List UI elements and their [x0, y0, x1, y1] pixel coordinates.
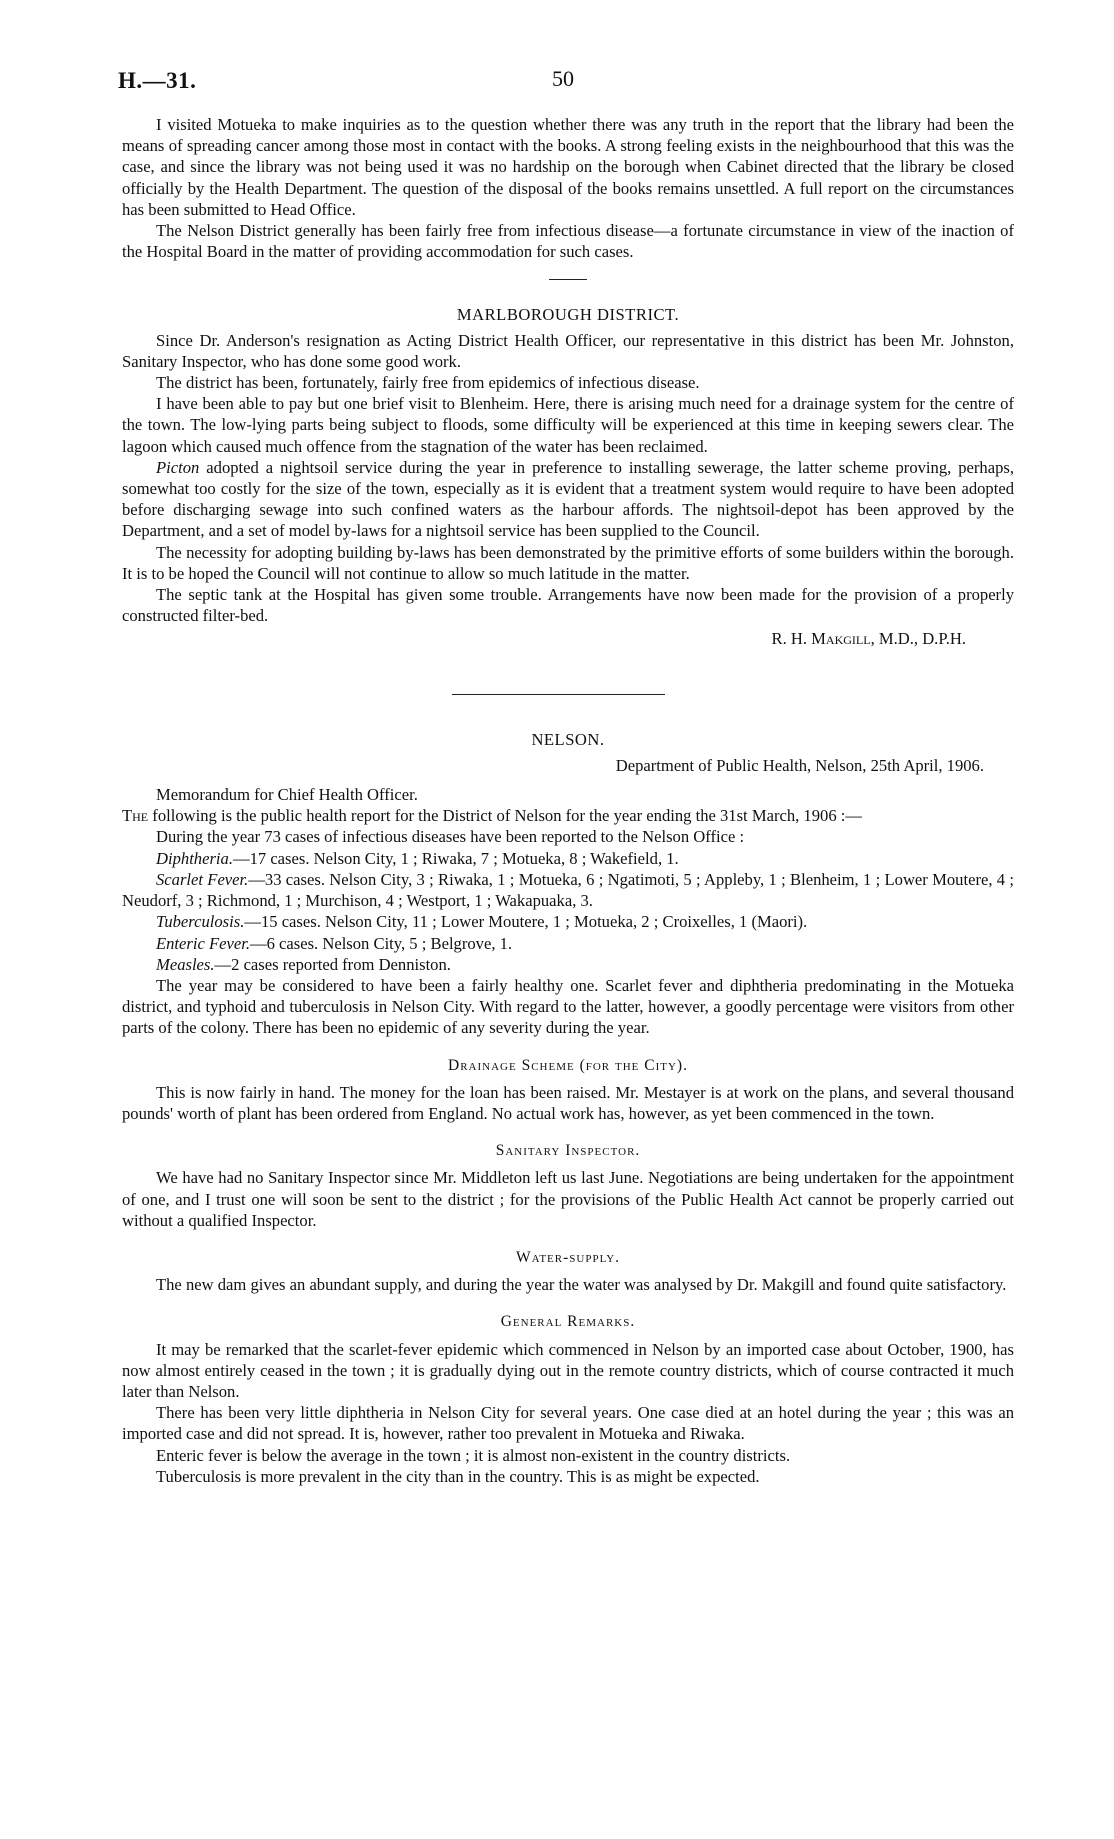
- paragraph-general-3: Enteric fever is below the average in the town ; it is almost non-existent in the country districts.: [156, 1445, 791, 1465]
- disease-measles: [122, 954, 1014, 975]
- disease-label: Measles.: [156, 954, 215, 974]
- paragraph-marlborough-6: The septic tank at the Hospital has given some trouble. Arrangements have now been made for the provision of a properly constructed filter-bed.: [122, 585, 1014, 626]
- signature-makgill: R. H. Makgill, M.D., D.P.H.: [771, 629, 966, 649]
- heading-sanitary-inspector: Sanitary Inspector.: [495, 1142, 641, 1160]
- memorandum-line: Memorandum for Chief Health Officer.: [156, 785, 418, 805]
- paragraph-general-2: There has been very little diphtheria in Nelson City for several years. One case died at an hotel during the year ; this was an imported case and did not spread. It is, however, rather too prevalent in Motueka and Riwaka.: [122, 1403, 1014, 1444]
- disease-label: Enteric Fever.: [156, 933, 250, 953]
- heading-nelson: NELSON.: [531, 729, 605, 749]
- paragraph-nelson-district: The Nelson District generally has been fairly free from infectious disease—a fortunate circumstance in view of the inaction of the Hospital Board in the matter of providing accommodation for such cases.: [122, 221, 1014, 262]
- disease-text: —15 cases. Nelson City, 11 ; Lower Moutere, 1 ; Motueka, 2 ; Croixelles, 1 (Maori).: [244, 912, 808, 932]
- paragraph-year-summary: The year may be considered to have been a fairly healthy one. Scarlet fever and diphtheria predominating in the Motueka district, and typhoid and tuberculosis in Nelson City. With regard to the latter, however, a goodly percentage were visitors from other parts of the colony. There has been no epidemic of any severity during the year.: [122, 975, 1014, 1038]
- intro-lead-word: The: [122, 806, 149, 826]
- disease-label: Diphtheria.: [156, 848, 233, 868]
- paragraph-marlborough-2: The district has been, fortunately, fairly free from epidemics of infectious disease.: [156, 373, 700, 393]
- paragraph-cases-intro: During the year 73 cases of infectious diseases have been reported to the Nelson Office :: [156, 827, 745, 847]
- heading-general-remarks: General Remarks.: [500, 1313, 636, 1331]
- heading-drainage-scheme: Drainage Scheme (for the City).: [448, 1056, 688, 1074]
- disease-text: —6 cases. Nelson City, 5 ; Belgrove, 1.: [250, 933, 513, 953]
- paragraph-motueka-library: I visited Motueka to make inquiries as to the question whether there was any truth in the report that the library had been the means of spreading cancer among those most in contact with the books. A strong feeling exists in the neighbourhood that this was the case, and since the library was not being used it was no hardship on the borough when Cabinet directed that the library be closed officially by the Health Department. The question of the disposal of the books remains unsettled. A full report on the circumstances has been submitted to Head Office.: [122, 115, 1014, 219]
- section-divider-long: [452, 694, 665, 695]
- disease-label: Tuberculosis.: [156, 912, 245, 932]
- paragraph-general-4: Tuberculosis is more prevalent in the city than in the country. This is as might be expected.: [156, 1466, 760, 1486]
- disease-text: —2 cases reported from Denniston.: [214, 954, 451, 974]
- paragraph-marlborough-4: [122, 457, 1014, 542]
- document-reference: H.—31.: [118, 68, 197, 93]
- paragraph-water: The new dam gives an abundant supply, and during the year the water was analysed by Dr. Makgill and found quite satisfactory.: [156, 1275, 1007, 1295]
- paragraph-general-1: It may be remarked that the scarlet-fever epidemic which commenced in Nelson by an imported case about October, 1900, has now almost entirely ceased in the town ; it is gradually dying out in the remote country districts, which of course contracted it much later than Nelson.: [122, 1339, 1014, 1401]
- disease-text: —33 cases. Nelson City, 3 ; Riwaka, 1 ; Motueka, 6 ; Ngatimoti, 5 ; Appleby, 1 ; Blenheim, 1 ; Lower Moutere, 4 ; Neudorf, 3 ; Richmond, 1 ; Murchison, 4 ; Westport, 1 ; Wakapuaka, 3.: [122, 869, 1014, 911]
- paragraph-marlborough-4-text: adopted a nightsoil service during the year in preference to installing sewerage, the latter scheme proving, perhaps, somewhat too costly for the size of the town, especially as it is evident that a treatment system would require to have been adopted before discharging sewage into such confined waters as the harbour affords. The nightsoil-depot has been approved by the Department, and a set of model by-laws for a nightsoil service has been supplied to the Council.: [122, 457, 1014, 541]
- disease-tuberculosis: [122, 911, 1014, 932]
- disease-label: Scarlet Fever.: [156, 869, 249, 889]
- page-body: [122, 114, 1014, 1487]
- paragraph-nelson-intro: [122, 805, 1014, 826]
- disease-scarlet-fever: [122, 869, 1014, 911]
- heading-water-supply: Water-supply.: [515, 1248, 621, 1266]
- place-picton: Picton: [156, 457, 200, 477]
- heading-marlborough: MARLBOROUGH DISTRICT.: [456, 305, 680, 325]
- page-number: 50: [552, 66, 574, 91]
- section-divider-short: [549, 279, 587, 280]
- dateline: Department of Public Health, Nelson, 25th April, 1906.: [615, 755, 984, 775]
- disease-text: —17 cases. Nelson City, 1 ; Riwaka, 7 ; Motueka, 8 ; Wakefield, 1.: [232, 848, 679, 868]
- paragraph-marlborough-5: The necessity for adopting building by-laws has been demonstrated by the primitive efforts of some builders within the borough. It is to be hoped the Council will not continue to allow so much latitude in the matter.: [122, 542, 1014, 583]
- disease-diphtheria: [122, 848, 1014, 869]
- paragraph-marlborough-3: I have been able to pay but one brief visit to Blenheim. Here, there is arising much need for a drainage system for the centre of the town. The low-lying parts being subject to floods, some difficulty will be experienced at this time in keeping sewers clear. The lagoon which caused much offence from the stagnation of the water has been reclaimed.: [122, 394, 1014, 456]
- paragraph-marlborough-1: Since Dr. Anderson's resignation as Acting District Health Officer, our representative in this district has been Mr. Johnston, Sanitary Inspector, who has done some good work.: [122, 330, 1014, 371]
- paragraph-sanitary: We have had no Sanitary Inspector since Mr. Middleton left us last June. Negotiations are being undertaken for the appointment of one, and I trust one will soon be sent to the district ; for the provisions of the Public Health Act cannot be properly carried out without a qualified Inspector.: [122, 1168, 1014, 1230]
- intro-text: following is the public health report for the District of Nelson for the year ending the 31st March, 1906 :—: [148, 806, 862, 826]
- disease-enteric-fever: [122, 933, 1014, 954]
- paragraph-drainage: This is now fairly in hand. The money for the loan has been raised. Mr. Mestayer is at work on the plans, and several thousand pounds' worth of plant has been ordered from England. No actual work has, however, as yet been commenced in the town.: [122, 1082, 1014, 1123]
